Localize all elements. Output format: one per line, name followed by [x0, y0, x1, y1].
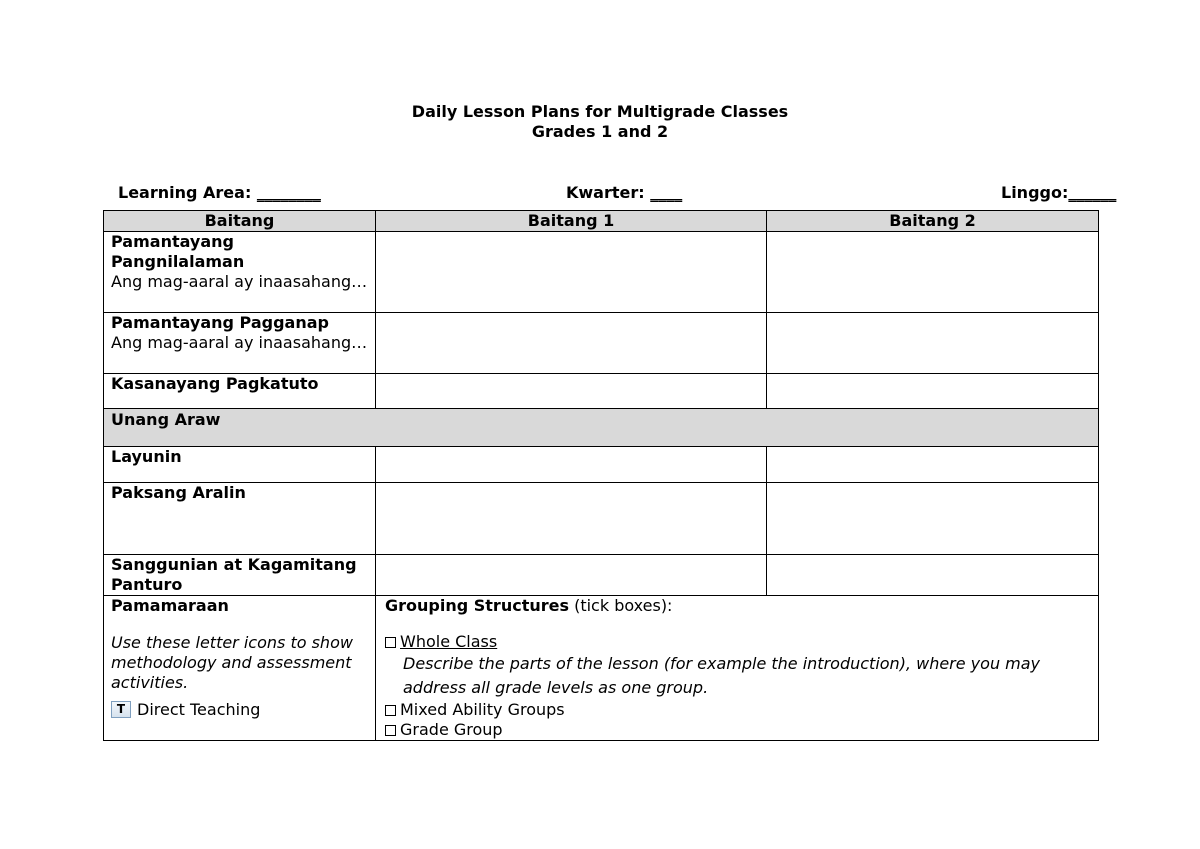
row-label-cell	[104, 447, 376, 483]
direct-teaching-legend	[111, 700, 368, 720]
kwarter-field	[566, 183, 682, 203]
mixed-ability-label: Mixed Ability Groups	[400, 700, 565, 719]
cell-baitang-2[interactable]	[767, 483, 1099, 555]
row-label: Layunin	[111, 447, 182, 466]
header-baitang-2: Baitang 2	[767, 211, 1099, 232]
row-label-cell	[104, 374, 376, 409]
learning-area-label: Learning Area:	[118, 183, 252, 202]
learning-area-field	[118, 183, 321, 203]
cell-baitang-2[interactable]	[767, 232, 1099, 313]
cell-baitang-1[interactable]	[376, 555, 767, 596]
cell-baitang-2[interactable]	[767, 374, 1099, 409]
row-layunin	[104, 447, 1099, 483]
linggo-label: Linggo:	[1001, 183, 1069, 202]
header-baitang-1: Baitang 1	[376, 211, 767, 232]
learning-area-blank[interactable]: ________	[256, 183, 321, 202]
row-label-cell	[104, 313, 376, 374]
methodology-note: Use these letter icons to show methodology and assessment activities.	[111, 633, 353, 692]
row-label-cell	[104, 555, 376, 596]
grouping-label: Grouping Structures	[385, 596, 569, 615]
row-label-cell	[104, 596, 376, 741]
row-pamantayang-pagganap	[104, 313, 1099, 374]
grouping-heading	[385, 596, 1091, 616]
grouping-cell	[376, 596, 1099, 741]
cell-baitang-1[interactable]	[376, 313, 767, 374]
row-sublabel: Ang mag-aaral ay inaasahang…	[111, 333, 368, 352]
mixed-ability-checkbox[interactable]	[385, 705, 396, 716]
whole-class-label: Whole Class	[400, 632, 498, 651]
row-kasanayang-pagkatuto	[104, 374, 1099, 409]
document-subtitle: Grades 1 and 2	[531, 122, 669, 141]
t-letter-icon: T	[111, 701, 131, 718]
whole-class-checkbox[interactable]	[385, 637, 396, 648]
row-label-cell	[104, 232, 376, 313]
grouping-hint: (tick boxes):	[574, 596, 673, 615]
row-label: Sanggunian at Kagamitang Panturo	[111, 555, 357, 594]
row-label: Pamantayang Pagganap	[111, 313, 329, 332]
grade-group-label: Grade Group	[400, 720, 503, 739]
row-label-cell	[104, 483, 376, 555]
grade-group-option[interactable]	[385, 720, 1091, 740]
row-unang-araw	[104, 409, 1099, 447]
row-label: Kasanayang Pagkatuto	[111, 374, 319, 393]
row-pamantayang-pangnilalaman	[104, 232, 1099, 313]
whole-class-option[interactable]	[385, 632, 1091, 652]
lesson-plan-table	[103, 210, 1099, 741]
kwarter-blank[interactable]: ____	[650, 183, 683, 202]
row-label: Paksang Aralin	[111, 483, 246, 502]
row-sanggunian	[104, 555, 1099, 596]
band-cell	[104, 409, 1099, 447]
document-title: Daily Lesson Plans for Multigrade Classes	[411, 102, 789, 121]
cell-baitang-1[interactable]	[376, 232, 767, 313]
row-pamamaraan	[104, 596, 1099, 741]
linggo-blank[interactable]: ______	[1068, 183, 1117, 202]
cell-baitang-2[interactable]	[767, 447, 1099, 483]
kwarter-label: Kwarter:	[566, 183, 645, 202]
cell-baitang-1[interactable]	[376, 483, 767, 555]
document-title-block	[0, 102, 1200, 142]
row-label: Pamamaraan	[111, 596, 229, 615]
header-baitang: Baitang	[104, 211, 376, 232]
whole-class-description: Describe the parts of the lesson (for example the introduction), where you may address all grade levels as one group.	[403, 654, 1041, 697]
grade-group-checkbox[interactable]	[385, 725, 396, 736]
header-row	[104, 211, 1099, 232]
direct-teaching-label: Direct Teaching	[137, 700, 261, 719]
cell-baitang-1[interactable]	[376, 374, 767, 409]
row-paksang-aralin	[104, 483, 1099, 555]
mixed-ability-option[interactable]	[385, 700, 1091, 720]
cell-baitang-2[interactable]	[767, 555, 1099, 596]
row-label: Pamantayang Pangnilalaman	[111, 232, 245, 271]
cell-baitang-2[interactable]	[767, 313, 1099, 374]
row-sublabel: Ang mag-aaral ay inaasahang…	[111, 272, 368, 291]
band-label: Unang Araw	[111, 410, 221, 429]
linggo-field	[1001, 183, 1116, 203]
cell-baitang-1[interactable]	[376, 447, 767, 483]
